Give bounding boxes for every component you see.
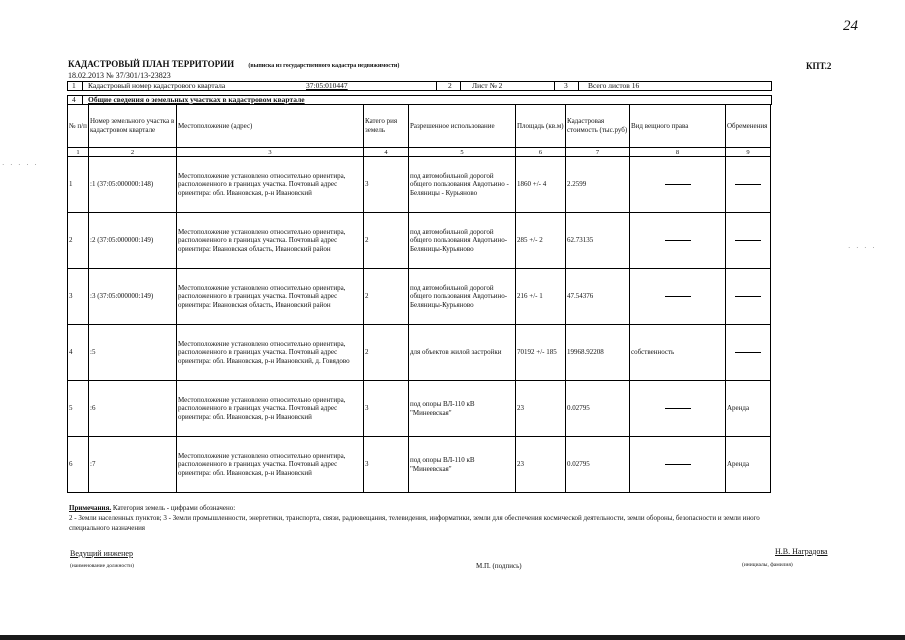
column-number: 5 bbox=[409, 148, 516, 157]
cell-encumbrance: Аренда bbox=[726, 437, 771, 493]
notes-label: Примечания. bbox=[69, 504, 112, 512]
cell-use: под опоры ВЛ-110 кВ "Минеевская" bbox=[409, 437, 516, 493]
notes-line1: Категория земель - цифрами обозначено: bbox=[112, 504, 236, 512]
stamp-signature: М.П. (подпись) bbox=[476, 562, 522, 570]
cell-cost: 2.2599 bbox=[566, 157, 630, 213]
cell-right bbox=[630, 269, 726, 325]
column-number: 3 bbox=[177, 148, 364, 157]
cell-address: Местоположение установлено относительно ориентира, расположенного в границах участка. Почтовый адрес ориентира: обл. Ивановская, р-н Ивановский bbox=[177, 381, 364, 437]
cell-use: под опоры ВЛ-110 кВ "Минеевская" bbox=[409, 381, 516, 437]
cell-n: 1 bbox=[68, 157, 89, 213]
header-cell: Площадь (кв.м) bbox=[516, 105, 566, 148]
header-cell: Разрешенное использование bbox=[409, 105, 516, 148]
cell-area: 285 +/- 2 bbox=[516, 213, 566, 269]
cell-n: 3 bbox=[68, 269, 89, 325]
header-cell: Катего рия земель bbox=[364, 105, 409, 148]
cell-n: 5 bbox=[68, 381, 89, 437]
section-4-label: Общие сведения о земельных участках в кадастровом квартале bbox=[88, 95, 305, 104]
table-row bbox=[68, 213, 771, 269]
header-cell: № п/п bbox=[68, 105, 89, 148]
cell-cost: 0.02795 bbox=[566, 381, 630, 437]
column-number: 9 bbox=[726, 148, 771, 157]
table-row bbox=[68, 325, 771, 381]
table-row bbox=[68, 157, 771, 213]
table-row bbox=[68, 269, 771, 325]
table-row bbox=[68, 437, 771, 493]
cell-parcel: :6 bbox=[89, 381, 177, 437]
position-caption: (наименование должности) bbox=[70, 563, 134, 569]
cell-parcel: :7 bbox=[89, 437, 177, 493]
scan-edge-mark: · · · · bbox=[848, 244, 877, 252]
dash-mark bbox=[735, 240, 761, 241]
column-number: 2 bbox=[89, 148, 177, 157]
position-title: Ведущий инженер bbox=[70, 549, 133, 558]
notes-line2: 2 - Земли населенных пунктов; 3 - Земли промышленности, энергетики, транспорта, связи, радиовещания, телевидения, информатики, земли для обеспечения космической деятельности, земли обороны, безопасности и земли иного специального назначения bbox=[69, 514, 760, 532]
title-text: КАДАСТРОВЫЙ ПЛАН ТЕРРИТОРИИ bbox=[68, 59, 235, 69]
quarter-bar bbox=[67, 81, 772, 91]
cell-right bbox=[630, 381, 726, 437]
page-number: 24 bbox=[843, 18, 858, 34]
form-code: КПТ.2 bbox=[806, 61, 832, 71]
cell-area: 23 bbox=[516, 381, 566, 437]
cell3-num: 3 bbox=[564, 81, 568, 90]
cell-category: 3 bbox=[364, 381, 409, 437]
column-number: 8 bbox=[630, 148, 726, 157]
section-4-num: 4 bbox=[72, 95, 76, 104]
cell-use: под автомобильной дорогой общего пользования Авдотьино - Беляницы - Курьяново bbox=[409, 157, 516, 213]
cell1-num: 1 bbox=[72, 81, 76, 90]
title-subtitle: (выписка из государственного кадастра недвижимости) bbox=[248, 63, 400, 69]
signer-name: Н.В. Наградова bbox=[775, 547, 828, 556]
cell-address: Местоположение установлено относительно ориентира, расположенного в границах участка. Почтовый адрес ориентира: обл. Ивановская, р-н Ивановский bbox=[177, 437, 364, 493]
notes bbox=[69, 503, 769, 533]
column-number: 7 bbox=[566, 148, 630, 157]
cell-address: Местоположение установлено относительно ориентира, расположенного в границах участка. Почтовый адрес ориентира: обл. Ивановская, р-н Ивановский bbox=[177, 157, 364, 213]
cell-use: под автомобильной дорогой общего пользования Авдотьино-Беляницы-Курьяново bbox=[409, 213, 516, 269]
document-title bbox=[68, 59, 399, 69]
dash-mark bbox=[665, 240, 691, 241]
column-number: 6 bbox=[516, 148, 566, 157]
quarter-label: Кадастровый номер кадастрового квартала bbox=[88, 81, 226, 90]
cell-address: Местоположение установлено относительно ориентира, расположенного в границах участка. Почтовый адрес ориентира: Ивановская область, Ивановский район bbox=[177, 269, 364, 325]
cell-category: 2 bbox=[364, 269, 409, 325]
column-number: 1 bbox=[68, 148, 89, 157]
header-cell: Местоположение (адрес) bbox=[177, 105, 364, 148]
header-cell: Вид вещного права bbox=[630, 105, 726, 148]
cell-encumbrance bbox=[726, 325, 771, 381]
cell-address: Местоположение установлено относительно ориентира, расположенного в границах участка. Почтовый адрес ориентира: обл. Ивановская, р-н Ивановский, д. Говядово bbox=[177, 325, 364, 381]
cell-area: 23 bbox=[516, 437, 566, 493]
parcels-table bbox=[67, 104, 771, 493]
cell-encumbrance bbox=[726, 213, 771, 269]
cell-right bbox=[630, 157, 726, 213]
scan-bottom-edge bbox=[0, 635, 905, 640]
sheet-number: Лист № 2 bbox=[472, 81, 503, 90]
date-number: 18.02.2013 № 37/301/13-23823 bbox=[68, 71, 171, 80]
dash-mark bbox=[665, 184, 691, 185]
cell2-num: 2 bbox=[448, 81, 452, 90]
cell-address: Местоположение установлено относительно ориентира, расположенного в границах участка. Почтовый адрес ориентира: Ивановская область, Ивановский район bbox=[177, 213, 364, 269]
signer-caption: (инициалы, фамилия) bbox=[742, 562, 793, 568]
header-cell: Кадастровая стоимость (тыс.руб) bbox=[566, 105, 630, 148]
cell-cost: 0.02795 bbox=[566, 437, 630, 493]
cell-category: 2 bbox=[364, 325, 409, 381]
cell-category: 3 bbox=[364, 157, 409, 213]
cell-cost: 47.54376 bbox=[566, 269, 630, 325]
cell-n: 6 bbox=[68, 437, 89, 493]
header-cell: Обременения bbox=[726, 105, 771, 148]
cell-area: 70192 +/- 185 bbox=[516, 325, 566, 381]
cell-n: 4 bbox=[68, 325, 89, 381]
cell-cost: 62.73135 bbox=[566, 213, 630, 269]
cell-encumbrance bbox=[726, 157, 771, 213]
column-numbers-row bbox=[68, 148, 771, 157]
dash-mark bbox=[735, 296, 761, 297]
cell-area: 1860 +/- 4 bbox=[516, 157, 566, 213]
cell-cost: 19968.92208 bbox=[566, 325, 630, 381]
dash-mark bbox=[665, 408, 691, 409]
dash-mark bbox=[735, 352, 761, 353]
cell-encumbrance: Аренда bbox=[726, 381, 771, 437]
cell-right bbox=[630, 437, 726, 493]
scan-edge-mark: · · · · · bbox=[2, 161, 39, 169]
cell-n: 2 bbox=[68, 213, 89, 269]
cell-parcel: :1 (37:05:000000:148) bbox=[89, 157, 177, 213]
column-number: 4 bbox=[364, 148, 409, 157]
cell-right bbox=[630, 213, 726, 269]
table-header bbox=[68, 105, 771, 148]
dash-mark bbox=[665, 296, 691, 297]
cell-parcel: :3 (37:05:000000:149) bbox=[89, 269, 177, 325]
cell-category: 2 bbox=[364, 213, 409, 269]
cell-area: 216 +/- 1 bbox=[516, 269, 566, 325]
cell-right: собственность bbox=[630, 325, 726, 381]
cell-parcel: :5 bbox=[89, 325, 177, 381]
dash-mark bbox=[735, 184, 761, 185]
cell-parcel: :2 (37:05:000000:149) bbox=[89, 213, 177, 269]
cell-use: под автомобильной дорогой общего пользования Авдотьино-Беляницы-Курьяново bbox=[409, 269, 516, 325]
quarter-number: 37:05:010447 bbox=[306, 81, 348, 90]
total-sheets: Всего листов 16 bbox=[588, 81, 640, 90]
cell-use: для объектов жилой застройки bbox=[409, 325, 516, 381]
table-row bbox=[68, 381, 771, 437]
cell-category: 3 bbox=[364, 437, 409, 493]
header-cell: Номер земельного участка в кадастровом квартале bbox=[89, 105, 177, 148]
cell-encumbrance bbox=[726, 269, 771, 325]
dash-mark bbox=[665, 464, 691, 465]
